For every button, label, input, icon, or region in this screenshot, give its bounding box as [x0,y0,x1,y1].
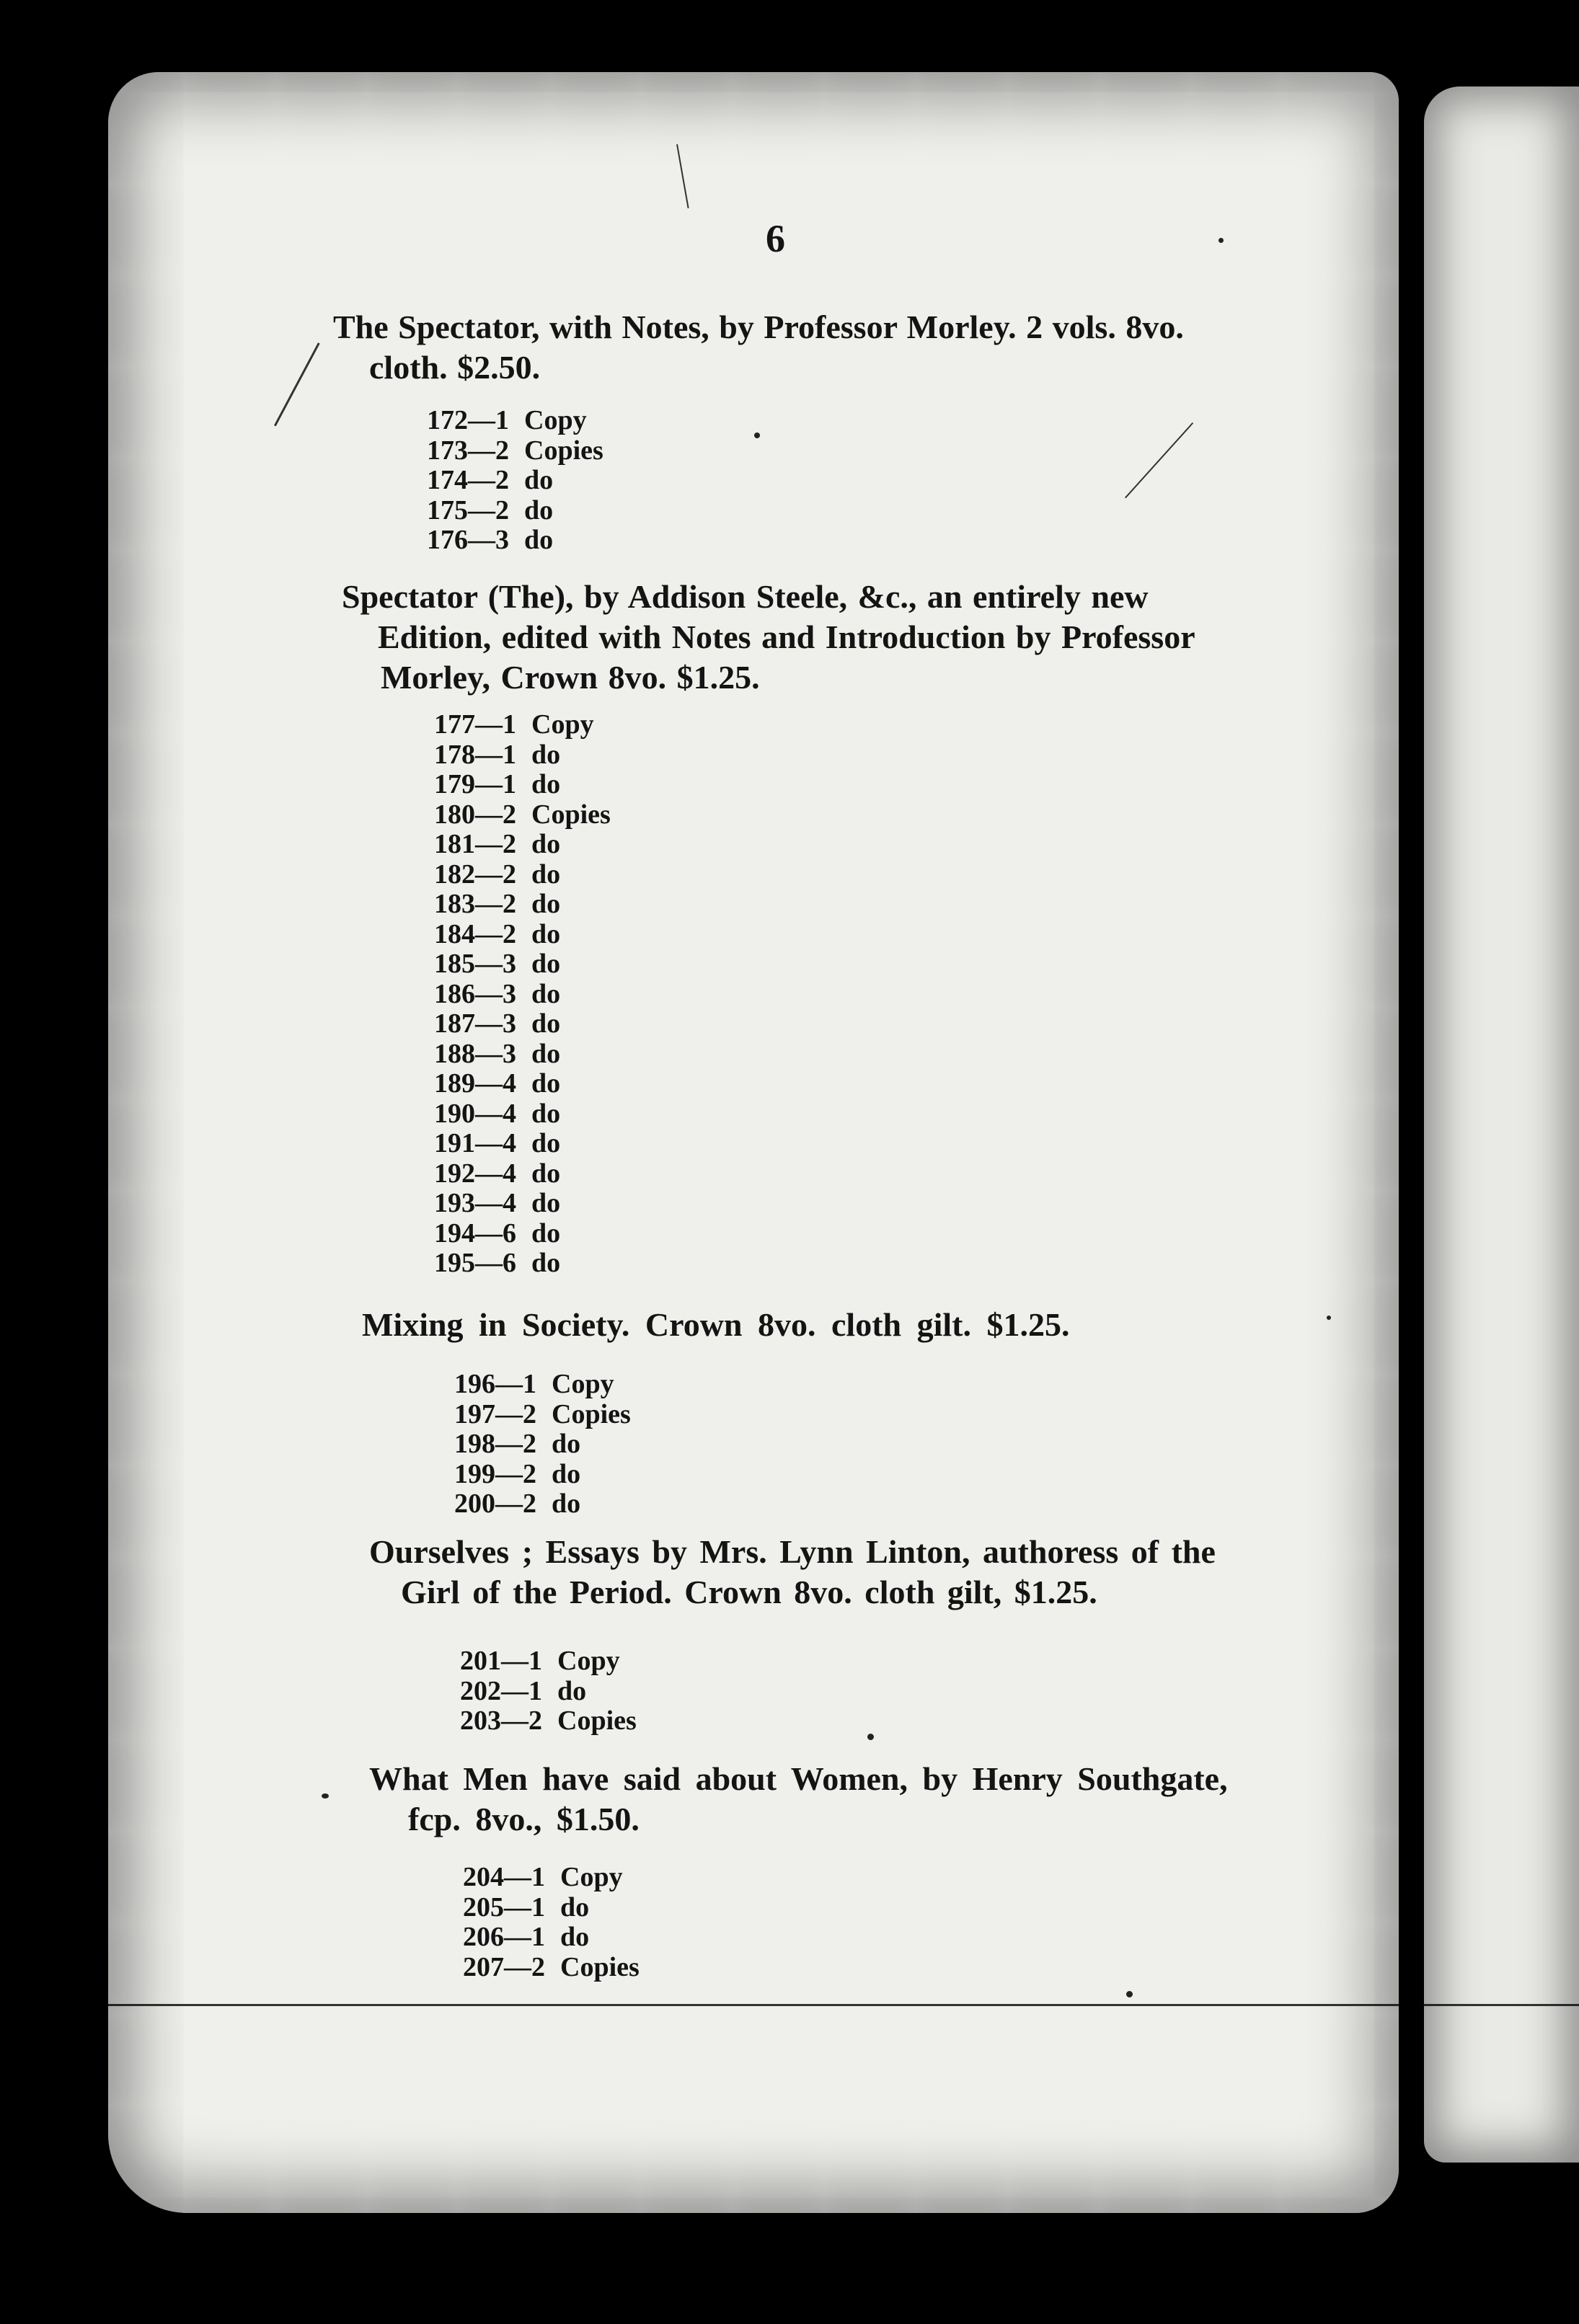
entry-quantity: do [560,1891,590,1922]
entry-number: 188—3 [434,1038,516,1069]
copy-entry [427,525,603,556]
entry-number: 175—2 [427,494,509,525]
section-heading [342,577,1195,698]
entry-number: 178—1 [434,739,516,770]
entry-number: 199—2 [454,1458,536,1489]
entry-number: 202—1 [460,1675,542,1706]
entry-number: 195—6 [434,1248,516,1278]
entry-quantity: Copies [560,1951,640,1982]
entry-quantity: do [531,918,561,949]
entry-quantity: Copies [531,799,611,830]
copy-entry [454,1460,631,1490]
copy-entry [463,1922,640,1953]
adjacent-page-edge [1424,87,1579,2163]
section-title-cont: fcp. 8vo., $1.50. [408,1801,640,1837]
entry-number: 176—3 [427,525,509,555]
entry-quantity: Copies [552,1398,631,1429]
entry-number: 180—2 [434,799,516,830]
copy-entry [434,1069,611,1099]
copy-entry [434,890,611,920]
entry-number: 187—3 [434,1008,516,1039]
copy-entry [434,1009,611,1039]
entry-number: 196—1 [454,1369,536,1399]
entry-quantity: Copy [560,1862,623,1892]
entry-number: 182—2 [434,859,516,890]
ink-speck [1327,1316,1331,1320]
ink-speck [754,433,760,438]
copy-entry [427,496,603,526]
copy-entry [434,1189,611,1219]
entry-number: 177—1 [434,709,516,740]
entry-number: 185—3 [434,949,516,979]
entry-number: 207—2 [463,1951,545,1982]
entry-number: 197—2 [454,1398,536,1429]
section-heading [333,307,1184,388]
entry-quantity: do [531,1008,561,1039]
entry-number: 179—1 [434,769,516,799]
entry-number: 181—2 [434,829,516,859]
copy-entry [434,949,611,980]
entry-quantity: do [552,1458,581,1489]
copy-list [454,1370,631,1520]
copy-list [463,1863,640,1982]
ink-speck [867,1734,874,1740]
entry-quantity: Copies [557,1706,637,1736]
entry-number: 189—4 [434,1068,516,1099]
section-title: Mixing in Society. Crown 8vo. cloth gilt. $1.25. [362,1306,1070,1343]
entry-number: 173—2 [427,435,509,466]
copy-entry [434,1159,611,1189]
copy-entry [427,466,603,496]
entry-number: 193—4 [434,1188,516,1218]
copy-entry [460,1706,637,1737]
entry-number: 172—1 [427,405,509,435]
page-number: 6 [766,217,785,260]
copy-entry [434,1129,611,1159]
copy-entry [427,436,603,466]
entry-quantity: Copy [531,709,594,740]
copy-list [434,710,611,1279]
entry-quantity: do [552,1429,581,1459]
entry-number: 186—3 [434,978,516,1009]
copy-entry [434,920,611,950]
section-heading [369,1759,1228,1840]
section-title: Ourselves ; Essays by Mrs. Lynn Linton, authoress of the [369,1533,1216,1570]
section-heading [362,1305,1070,1345]
entry-quantity: do [560,1922,590,1952]
entry-quantity: do [531,1218,561,1249]
section-title: Spectator (The), by Addison Steele, &c., an entirely new [342,578,1149,615]
entry-number: 183—2 [434,889,516,919]
adjacent-rule [1424,2004,1579,2006]
entry-quantity: do [531,1158,561,1189]
copy-entry [434,740,611,771]
copy-list [460,1646,637,1737]
ink-speck [322,1793,329,1799]
entry-number: 198—2 [454,1429,536,1459]
copy-entry [454,1429,631,1460]
entry-quantity: do [531,1128,561,1158]
entry-quantity: do [557,1675,587,1706]
entry-quantity: do [524,465,554,495]
section-title-cont: Morley, Crown 8vo. $1.25. [381,659,760,696]
entry-quantity: do [531,889,561,919]
bottom-rule [108,2004,1399,2006]
entry-quantity: do [531,978,561,1009]
copy-entry [434,1249,611,1279]
entry-quantity: do [531,1248,561,1278]
copy-entry [434,980,611,1010]
copy-list [427,406,603,556]
entry-quantity: do [531,739,561,770]
copy-entry [460,1677,637,1707]
copy-entry [434,860,611,890]
entry-quantity: Copies [524,435,603,466]
entry-quantity: do [524,494,554,525]
ink-speck [1218,238,1224,243]
entry-number: 201—1 [460,1646,542,1676]
copy-entry [434,1219,611,1249]
entry-quantity: do [531,1068,561,1099]
copy-entry [434,800,611,830]
copy-entry [434,1099,611,1130]
section-title-cont: cloth. $2.50. [369,349,541,386]
copy-entry [454,1370,631,1400]
copy-entry [434,830,611,860]
entry-number: 206—1 [463,1922,545,1952]
entry-quantity: Copy [552,1369,614,1399]
entry-number: 184—2 [434,918,516,949]
copy-entry [463,1953,640,1983]
copy-entry [460,1646,637,1677]
entry-quantity: do [524,525,554,555]
copy-entry [434,1039,611,1070]
copy-entry [454,1489,631,1520]
entry-number: 192—4 [434,1158,516,1189]
document-page [108,72,1399,2213]
entry-quantity: do [531,1038,561,1069]
entry-number: 205—1 [463,1891,545,1922]
copy-entry [463,1893,640,1923]
section-title-cont: Girl of the Period. Crown 8vo. cloth gilt, $1.25. [401,1574,1097,1610]
copy-entry [427,406,603,436]
section-title-cont: Edition, edited with Notes and Introduction by Professor [378,618,1195,655]
copy-entry [434,770,611,800]
entry-quantity: do [531,769,561,799]
entry-quantity: do [531,949,561,979]
ink-speck [1126,1991,1133,1997]
copy-entry [454,1400,631,1430]
section-title: The Spectator, with Notes, by Professor Morley. 2 vols. 8vo. [333,309,1184,345]
copy-entry [463,1863,640,1893]
entry-quantity: do [531,1188,561,1218]
entry-quantity: do [531,1098,561,1129]
entry-number: 204—1 [463,1862,545,1892]
entry-number: 203—2 [460,1706,542,1736]
entry-number: 200—2 [454,1489,536,1519]
entry-quantity: do [531,859,561,890]
entry-number: 174—2 [427,465,509,495]
entry-quantity: Copy [557,1646,620,1676]
section-heading [369,1532,1216,1613]
entry-number: 194—6 [434,1218,516,1249]
entry-quantity: Copy [524,405,587,435]
entry-quantity: do [531,829,561,859]
copy-entry [434,710,611,740]
entry-quantity: do [552,1489,581,1519]
entry-number: 191—4 [434,1128,516,1158]
entry-number: 190—4 [434,1098,516,1129]
section-title: What Men have said about Women, by Henry Southgate, [369,1760,1228,1797]
